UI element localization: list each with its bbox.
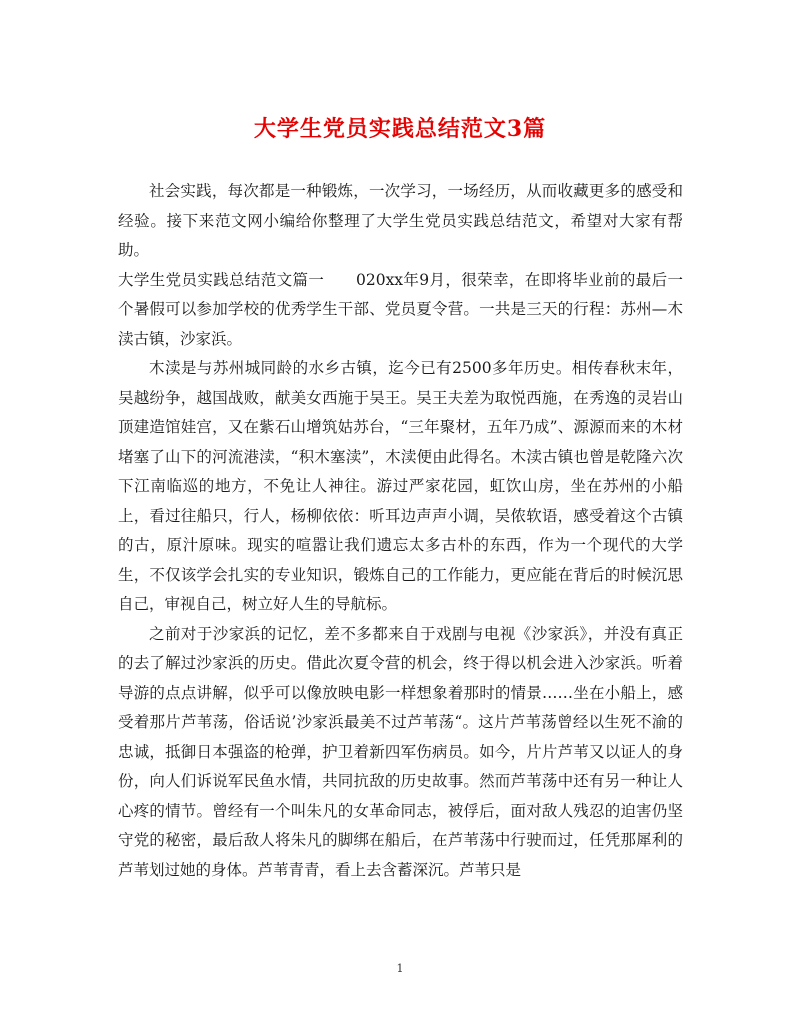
page-number: 1	[396, 962, 404, 975]
paragraph-mudu: 木渎是与苏州城同龄的水乡古镇，迄今已有2500多年历史。相传春秋末年，吴越纷争，越国战败，献美女西施于吴王。吴王夫差为取悦西施，在秀逸的灵岩山顶建造馆娃宫，又在紫石山增筑姑苏台，“三年聚材，五年乃成”、源源而来的木材堵塞了山下的河流港渎，“积木塞渎”，木渎便由此得名。木渎古镇也曾是乾隆六次下江南临巡的地方，不免让人神往。游过严家花园，虹饮山房，坐在苏州的小船上，看过往船只，行人，杨柳依依：听耳边声声小调，吴侬软语，感受着这个古镇的古，原汁原味。现实的喧嚣让我们遗忘太多古朴的东西，作为一个现代的大学生，不仅该学会扎实的专业知识，锻炼自己的工作能力，更应能在背后的时候沉思自己，审视自己，树立好人生的导航标。	[118, 359, 683, 613]
document-title: 大学生党员实践总结范文3篇	[253, 116, 547, 142]
paragraph-article-one-start: 大学生党员实践总结范文篇一 020xx年9月，很荣幸，在即将毕业前的最后一个暑假可以参加学校的优秀学生干部、党员夏令营。一共是三天的行程：苏州—木渎古镇，沙家浜。	[118, 270, 683, 348]
paragraph-shajiabang: 之前对于沙家浜的记忆，差不多都来自于戏剧与电视《沙家浜》，并没有真正的去了解过沙家浜的历史。借此次夏令营的机会，终于得以机会进入沙家浜。听着导游的点点讲解，似乎可以像放映电影一样想象着那时的情景……坐在小船上，感受着那片芦苇荡，俗话说’沙家浜最美不过芦苇荡“。这片芦苇荡曾经以生死不渝的忠诚，抵御日本强盗的枪弹，护卫着新四军伤病员。如今，片片芦苇又以证人的身份，向人们诉说军民鱼水情，共同抗敌的历史故事。然而芦苇荡中还有另一种让人心疼的情节。曾经有一个叫朱凡的女革命同志，被俘后，面对敌人残忍的迫害仍坚守党的秘密，最后敌人将朱凡的脚绑在船后，在芦苇荡中行驶而过，任凭那犀利的芦苇划过她的身体。芦苇青青，看上去含蓄深沉。芦苇只是	[118, 624, 683, 879]
document-body	[118, 177, 683, 885]
paragraph-intro: 社会实践，每次都是一种锻炼，一次学习，一场经历，从而收藏更多的感受和经验。接下来范文网小编给你整理了大学生党员实践总结范文，希望对大家有帮助。	[118, 182, 683, 259]
